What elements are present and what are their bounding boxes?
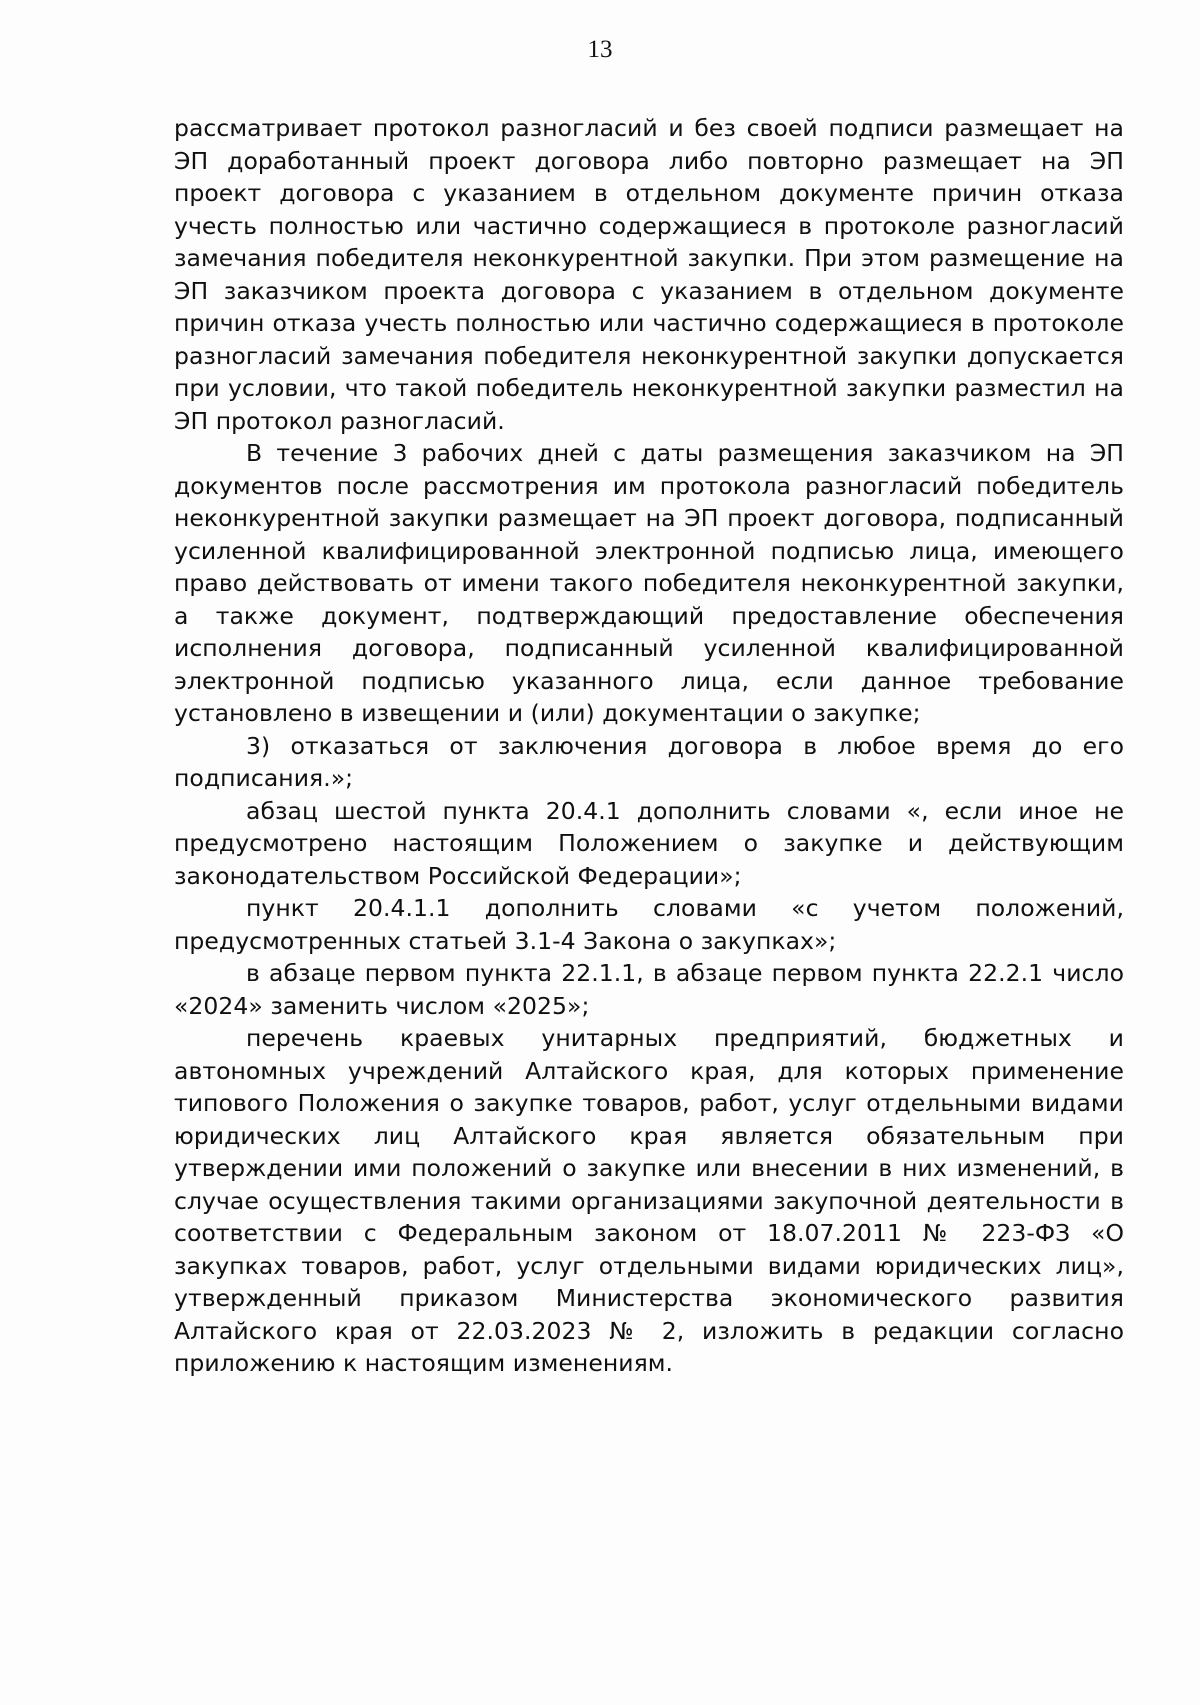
paragraph-4: абзац шестой пункта 20.4.1 дополнить словами «, если иное не предусмотрено настоящим Положением о закупке и действующим законодательством Российской Федерации»;: [174, 796, 1124, 890]
paragraph-3: 3) отказаться от заключения договора в любое время до его подписания.»;: [174, 731, 1124, 792]
paragraph-5: пункт 20.4.1.1 дополнить словами «с учетом положений, предусмотренных статьей 3.1-4 Закона о закупках»;: [174, 894, 1124, 955]
paragraph-7: перечень краевых унитарных предприятий, бюджетных и автономных учреждений Алтайского края, для которых применение типового Положения о закупке товаров, работ, услуг отдельными видами юридических лиц Алтайского края является обязательным при утверждении ими положений о закупке или внесении в них изменений, в случае осуществления такими организациями закупочной деятельности в соответствии с Федеральным законом от 18.07.2011 № 223-ФЗ «О закупках товаров, работ, услуг отдельными видами юридических лиц», утвержденный приказом Министерства экономического развития Алтайского края от 22.03.2023 № 2, изложить в редакции согласно приложению к настоящим изменениям.: [174, 1024, 1124, 1377]
document-body: [174, 112, 1124, 1380]
paragraph-2: В течение 3 рабочих дней с даты размещения заказчиком на ЭП документов после рассмотрения им протокола разногласий победитель неконкурентной закупки размещает на ЭП проект договора, подписанный усиленной квалифицированной электронной подписью лица, имеющего право действовать от имени такого победителя неконкурентной закупки, а также документ, подтверждающий предоставление обеспечения исполнения договора, подписанный усиленной квалифицированной электронной подписью указанного лица, если данное требование установлено в извещении и (или) документации о закупке;: [174, 439, 1124, 727]
paragraph-1: рассматривает протокол разногласий и без своей подписи размещает на ЭП доработанный проект договора либо повторно размещает на ЭП проект договора с указанием в отдельном документе причин отказа учесть полностью или частично содержащиеся в протоколе разногласий замечания победителя неконкурентной закупки. При этом размещение на ЭП заказчиком проекта договора с указанием в отдельном документе причин отказа учесть полностью или частично содержащиеся в протоколе разногласий замечания победителя неконкурентной закупки допускается при условии, что такой победитель неконкурентной закупки разместил на ЭП протокол разногласий.: [174, 114, 1124, 435]
paragraph-6: в абзаце первом пункта 22.1.1, в абзаце первом пункта 22.2.1 число «2024» заменить числом «2025»;: [174, 959, 1124, 1020]
page-number: 13: [587, 36, 613, 63]
